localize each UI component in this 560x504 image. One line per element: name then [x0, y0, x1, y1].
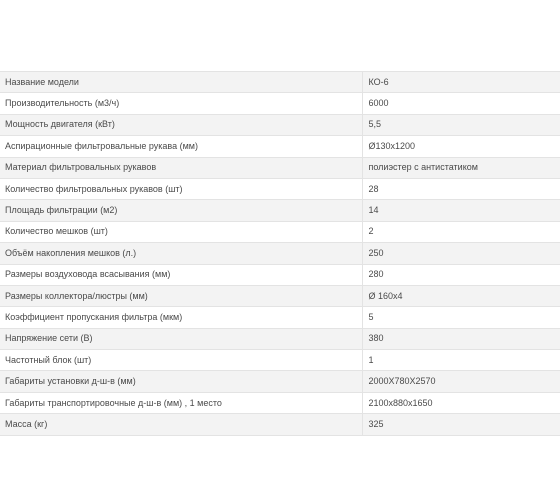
spec-label: Аспирационные фильтровальные рукава (мм) [0, 136, 362, 157]
spec-value: 380 [362, 328, 560, 349]
spec-value: 250 [362, 243, 560, 264]
spec-label: Мощность двигателя (кВт) [0, 114, 362, 135]
spec-row [0, 243, 560, 264]
spec-value: полиэстер с антистатиком [362, 157, 560, 178]
spec-label: Размеры коллектора/люстры (мм) [0, 285, 362, 306]
spec-label: Масса (кг) [0, 414, 362, 435]
spec-row [0, 72, 560, 93]
spec-row [0, 328, 560, 349]
spec-row [0, 371, 560, 392]
spec-row [0, 350, 560, 371]
spec-row [0, 307, 560, 328]
spec-value: 2100х880х1650 [362, 392, 560, 413]
spec-value: 5 [362, 307, 560, 328]
spec-value: 6000 [362, 93, 560, 114]
spec-label: Количество мешков (шт) [0, 221, 362, 242]
spec-value: 280 [362, 264, 560, 285]
spec-value: 1 [362, 350, 560, 371]
spec-row [0, 264, 560, 285]
spec-value: 5,5 [362, 114, 560, 135]
spec-label: Габариты установки д-ш-в (мм) [0, 371, 362, 392]
spec-row [0, 221, 560, 242]
spec-value: 14 [362, 200, 560, 221]
spec-value: 28 [362, 178, 560, 199]
spec-row [0, 93, 560, 114]
spec-value: Ø130х1200 [362, 136, 560, 157]
spec-row [0, 157, 560, 178]
spec-row [0, 178, 560, 199]
spec-row [0, 392, 560, 413]
spec-label: Коэффициент пропускания фильтра (мкм) [0, 307, 362, 328]
spec-row [0, 136, 560, 157]
spec-label: Объём накопления мешков (л.) [0, 243, 362, 264]
spec-value: Ø 160х4 [362, 285, 560, 306]
spec-label: Габариты транспортировочные д-ш-в (мм) , 1 место [0, 392, 362, 413]
spec-row [0, 200, 560, 221]
specifications-table [0, 71, 560, 436]
spec-value: 325 [362, 414, 560, 435]
spec-value: 2000X780X2570 [362, 371, 560, 392]
spec-label: Площадь фильтрации (м2) [0, 200, 362, 221]
spec-value: КО-6 [362, 72, 560, 93]
spec-label: Название модели [0, 72, 362, 93]
spec-row [0, 414, 560, 435]
spec-row [0, 114, 560, 135]
spec-label: Частотный блок (шт) [0, 350, 362, 371]
spec-row [0, 285, 560, 306]
spec-label: Напряжение сети (В) [0, 328, 362, 349]
spec-label: Материал фильтровальных рукавов [0, 157, 362, 178]
spec-label: Количество фильтровальных рукавов (шт) [0, 178, 362, 199]
spec-label: Производительность (м3/ч) [0, 93, 362, 114]
spec-value: 2 [362, 221, 560, 242]
specifications-table-body [0, 72, 560, 436]
spec-label: Размеры воздуховода всасывания (мм) [0, 264, 362, 285]
